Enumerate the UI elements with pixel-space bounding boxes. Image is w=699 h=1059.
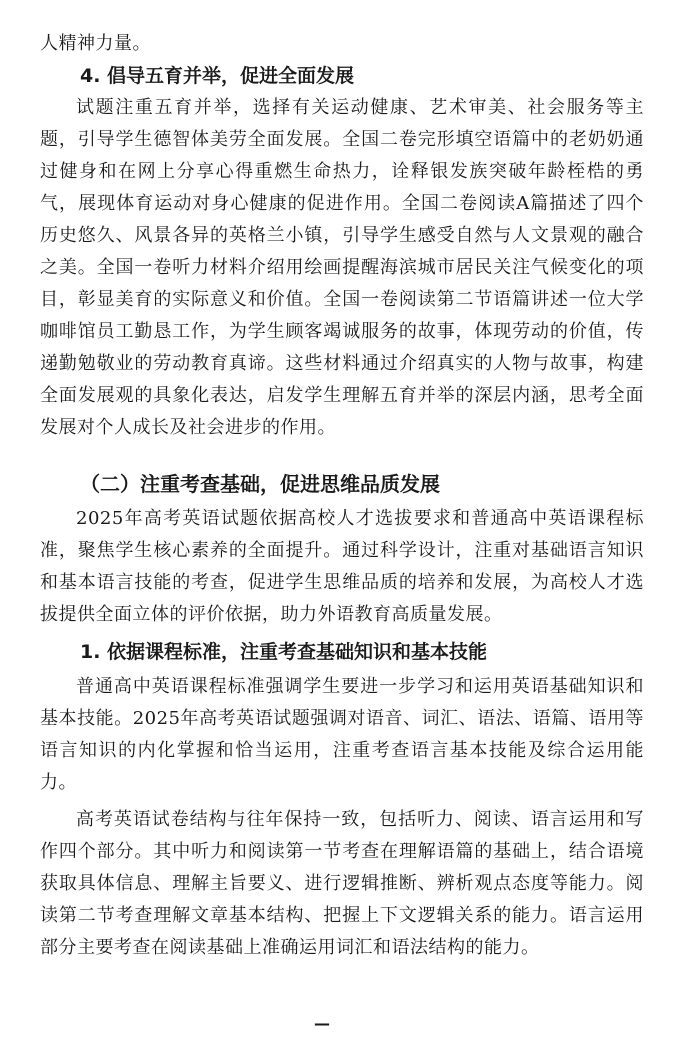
section-4-paragraph: 试题注重五育并举，选择有关运动健康、艺术审美、社会服务等主题，引导学生德智体美劳全面发展。全国二卷完形填空语篇中的老奶奶通过健身和在网上分享心得重燃生命热力，诠释银发族突破年龄桎梏的勇气，展现体育运动对身心健康的促进作用。全国二卷阅读A篇描述了四个历史悠久、风景各异的英格兰小镇，引导学生感受自然与人文景观的融合之美。全国一卷听力材料介绍用绘画提醒海滨城市居民关注气候变化的项目，彰显美育的实际意义和价值。全国一卷阅读第二节语篇讲述一位大学咖啡馆员工勤恳工作，为学生顾客竭诚服务的故事，体现劳动的价值，传递勤勉敬业的劳动教育真谛。这些材料通过介绍真实的人物与故事，构建全面发展观的具象化表达，启发学生理解五育并举的深层内涵，思考全面发展对个人成长及社会进步的作用。 xyxy=(40,97,644,438)
section-1-paragraph-1: 普通高中英语课程标准强调学生要进一步学习和运用英语基础知识和基本技能。2025年高考英语试题强调对语音、词汇、语法、语篇、语用等语言知识的内化掌握和恰当运用，注重考查语言基本技能及综合运用能力。 xyxy=(40,676,644,793)
intro-tail-text: 人精神力量。 xyxy=(40,33,151,54)
section-two-heading: （二）注重考查基础，促进思维品质发展 xyxy=(80,472,440,496)
section-1-paragraph-2: 高考英语试卷结构与往年保持一致，包括听力、阅读、语言运用和写作四个部分。其中听力和阅读第一节考查在理解语篇的基础上，结合语境获取具体信息、理解主旨要义、进行逻辑推断、辨析观点态度等能力。阅读第二节考查理解文章基本结构、把握上下文逻辑关系的能力。语言运用部分主要考查在阅读基础上准确运用词汇和语法结构的能力。 xyxy=(40,809,644,958)
page-number: — xyxy=(314,1014,330,1033)
section-4-heading: 4. 倡导五育并举，促进全面发展 xyxy=(80,65,355,87)
section-two-paragraph: 2025年高考英语试题依据高校人才选拔要求和普通高中英语课程标准，聚焦学生核心素养的全面提升。通过科学设计，注重对基础语言知识和基本语言技能的考查，促进学生思维品质的培养和发展，为高校人才选拔提供全面立体的评价依据，助力外语教育高质量发展。 xyxy=(40,508,644,625)
section-1-heading: 1. 依据课程标准，注重考查基础知识和基本技能 xyxy=(80,641,488,663)
